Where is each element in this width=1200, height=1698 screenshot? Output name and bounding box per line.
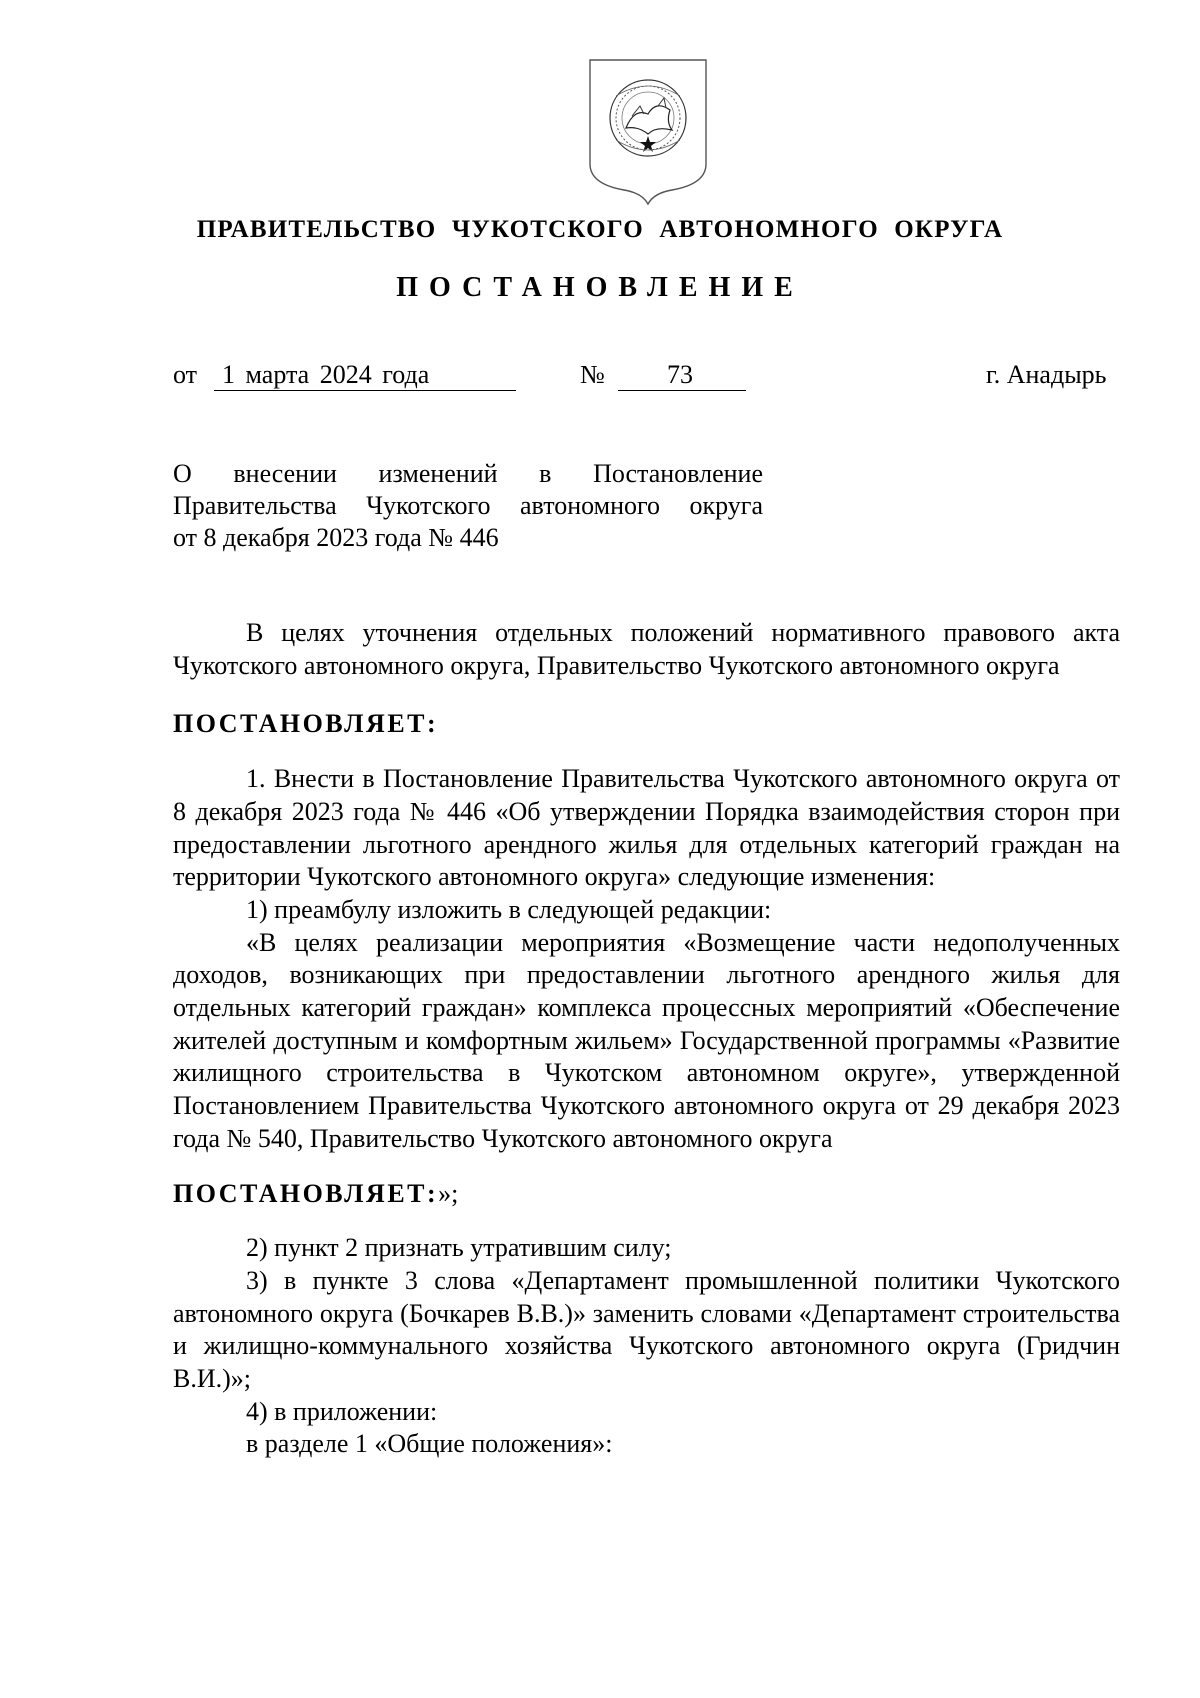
number-underline <box>618 390 746 391</box>
item-1-paragraph: 1. Внести в Постановление Правительства Чукотского автономного округа от 8 декабря 2023 года № 446 «Об утверждении Порядка взаимодействия сторон при предоставлении льготного арендного жилья для отдельных категорий граждан на территории Чукотского автономного округа» следующие изменения: <box>173 764 1120 892</box>
date-underline <box>214 390 516 391</box>
government-title: ПРАВИТЕЛЬСТВО ЧУКОТСКОГО АВТОНОМНОГО ОКРУГА <box>196 216 1004 243</box>
decree-word: ПОСТАНОВЛЯЕТ: <box>173 709 439 739</box>
quoted-decree-suffix: »; <box>438 1178 459 1208</box>
document-date: 1 марта 2024 года <box>222 360 430 389</box>
preamble-paragraph: В целях уточнения отдельных положений нормативного правового акта Чукотского автономного округа, Правительство Чукотского автономного округа <box>173 618 1120 680</box>
item-1-subitem-4: 4) в приложении: <box>246 1396 438 1426</box>
item-1-subitem-2: 2) пункт 2 признать утратившим силу; <box>246 1233 672 1263</box>
subject-line-1: О внесении изменений в Постановление <box>173 459 763 488</box>
number-sign: № <box>580 360 605 389</box>
item-1-subitem-1: 1) преамбулу изложить в следующей редакции: <box>246 894 772 924</box>
document-subject <box>173 458 763 554</box>
subject-line-2: Правительства Чукотского автономного округа <box>173 491 763 520</box>
quoted-preamble: «В целях реализации мероприятия «Возмещение части недополученных доходов, возникающих при предоставлении льготного арендного жилья для отдельных категорий граждан» комплекса процессных мероприятий «Обеспечение жителей доступным и комфортным жильем» Государственной программы «Развитие жилищного строительства в Чукотском автономном округе», утвержденной Постановлением Правительства Чукотского автономного округа от 29 декабря 2023 года № 540, Правительство Чукотского автономного округа <box>173 927 1120 1153</box>
coat-of-arms-emblem <box>586 56 710 206</box>
document-type-title: ПОСТАНОВЛЕНИЕ <box>396 272 804 303</box>
quoted-decree-word: ПОСТАНОВЛЯЕТ: <box>173 1178 439 1208</box>
quoted-decree-line <box>173 1178 1120 1211</box>
subject-line-3: от 8 декабря 2023 года № 446 <box>173 523 499 552</box>
date-prefix: от <box>173 360 198 389</box>
document-number: 73 <box>667 360 693 389</box>
city: г. Анадырь <box>986 360 1107 389</box>
item-1-subitem-3: 3) в пункте 3 слова «Департамент промышленной политики Чукотского автономного округа (Бочкарев В.В.)» заменить словами «Департамент строительства и жилищно-коммунального хозяйства Чукотского автономного округа (Гридчин В.И.)»; <box>173 1265 1120 1394</box>
document-body <box>173 617 1120 1461</box>
item-1-subitem-4-section: в разделе 1 «Общие положения»: <box>246 1429 613 1459</box>
